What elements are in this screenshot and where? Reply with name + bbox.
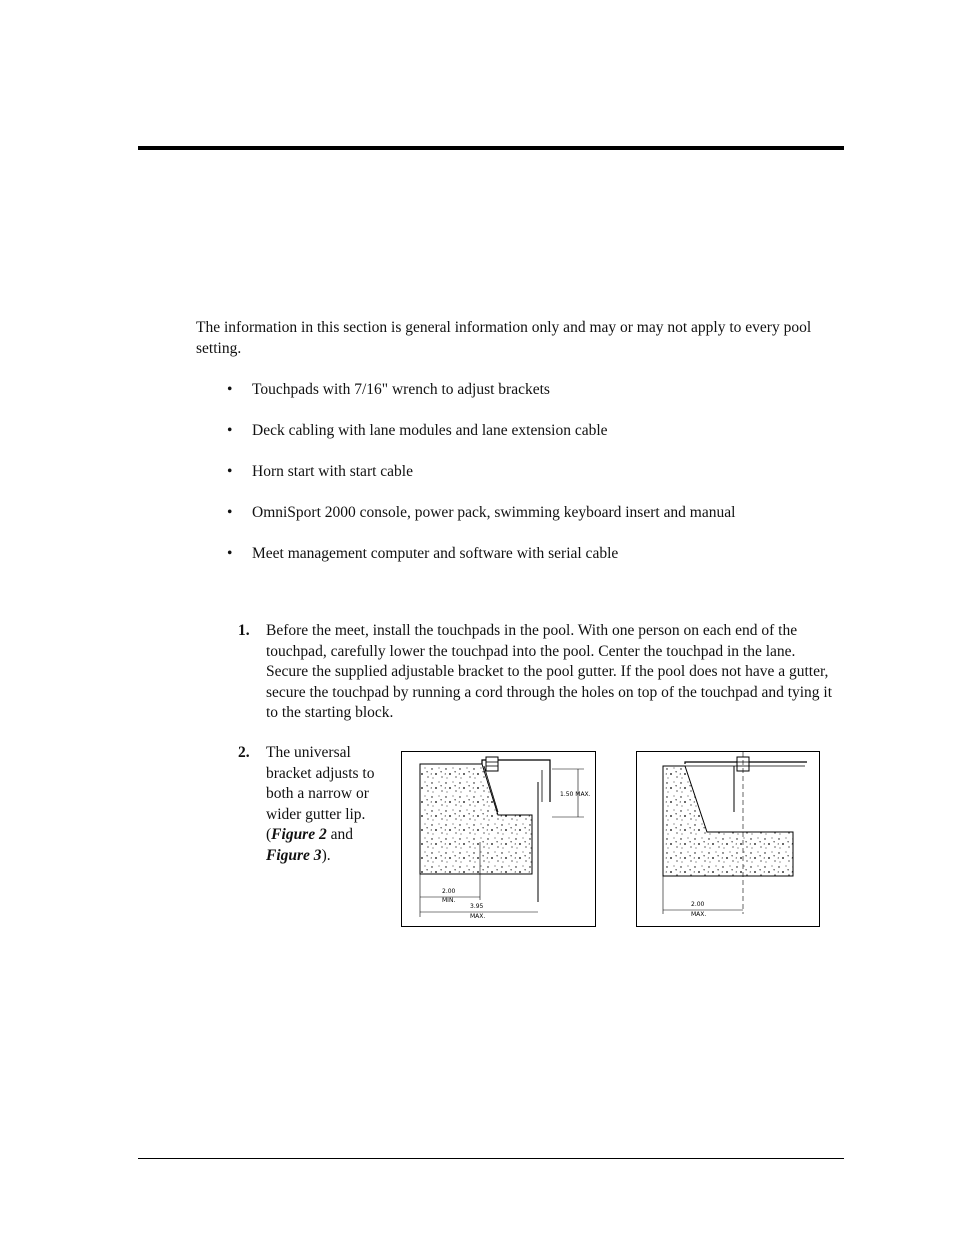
list-item [196,379,836,420]
list-item [196,543,836,584]
list-item-text: Touchpads with 7/16" wrench to adjust brackets [252,381,550,398]
intro-paragraph: The information in this section is general information only and may or may not apply to every pool setting. [196,319,812,357]
min-dimension-unit: MIN. [442,897,456,904]
step-number: 1. [238,622,250,639]
bullet-icon: • [227,463,233,480]
figure-3-reference[interactable]: Figure 3 [266,846,322,864]
step-text-part: The universal bracket adjusts to both a narrow or wider gutter lip. ( [266,744,375,843]
footer-rule [138,1158,844,1159]
max-dimension-unit: MAX. [691,911,707,918]
figure-2-drawing [402,752,595,926]
bullet-icon: • [227,381,233,398]
step-text-part: ). [321,846,331,864]
list-item-text: Horn start with start cable [252,463,413,480]
bullet-icon: • [227,545,233,562]
max-dimension-unit: MAX. [470,913,486,920]
list-item [196,502,836,543]
max-dimension-value: 2.00 [691,901,705,908]
figure-3-drawing [637,752,819,926]
height-dimension-label: 1.50 MAX. [560,791,591,798]
step-text [266,743,388,866]
figure-2-bracket-diagram [401,751,596,927]
step-text-part: and [326,826,353,843]
bolt-icon [486,757,498,771]
pool-wall-concrete [420,764,532,874]
list-item [196,461,836,502]
figure-3-bracket-diagram [636,751,820,927]
min-dimension-value: 2.00 [442,888,456,895]
max-dimension-value: 3.95 [470,903,484,910]
list-item-text: OmniSport 2000 console, power pack, swimming keyboard insert and manual [252,504,736,521]
equipment-list [196,379,836,584]
step-text: Before the meet, install the touchpads in the pool. With one person on each end of the touchpad, carefully lower the touchpad into the pool. Center the touchpad in the lane. Secure the supplied adjustable bracket to the pool gutter. If the pool does not have a gutter, secure the touchpad by running a cord through the holes on top of the touchpad and tying it to the starting block. [266,622,833,721]
list-item-text: Meet management computer and software with serial cable [252,545,619,562]
figure-2-reference[interactable]: Figure 2 [271,826,327,843]
bullet-icon: • [227,504,233,521]
list-item-text: Deck cabling with lane modules and lane extension cable [252,422,608,439]
bullet-icon: • [227,422,233,439]
step-number: 2. [238,744,250,761]
list-item [196,420,836,461]
header-rule [138,146,844,150]
pool-wall-concrete [663,766,793,876]
